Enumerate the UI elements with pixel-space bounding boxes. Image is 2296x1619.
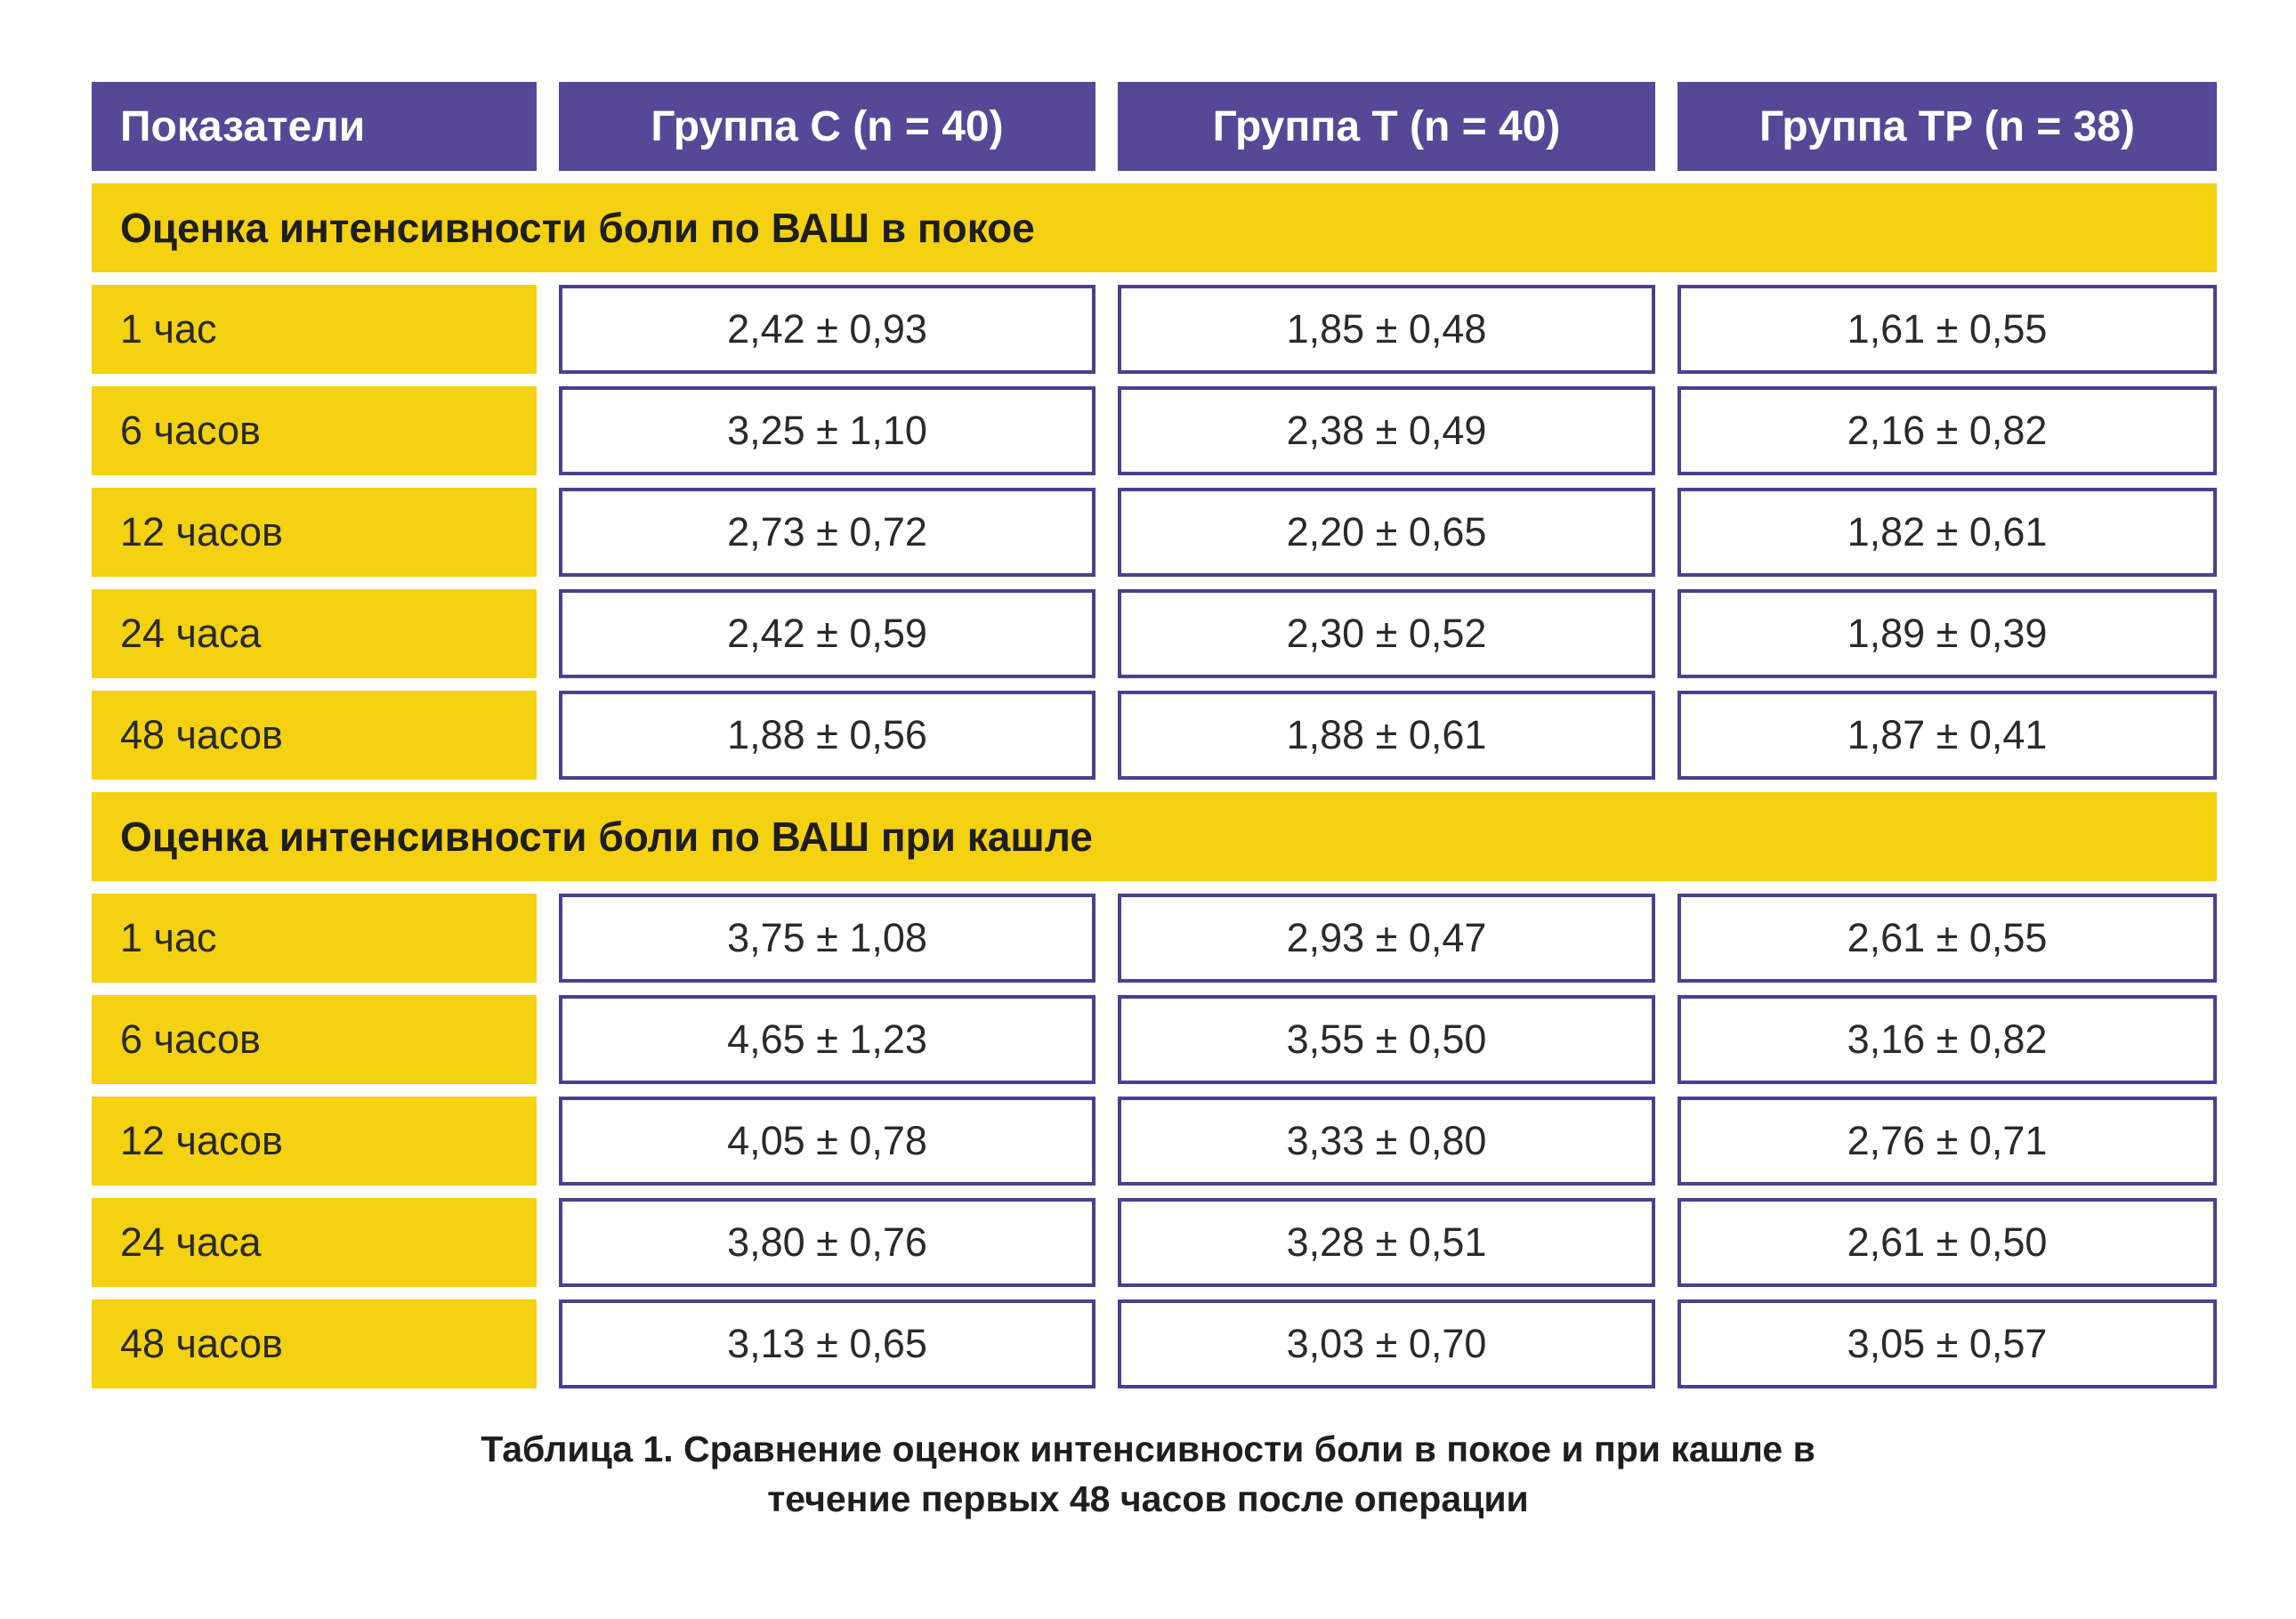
pain-score-table bbox=[92, 82, 2217, 1401]
table-row bbox=[92, 1097, 2217, 1186]
row-label: 12 часов bbox=[92, 488, 537, 577]
row-label: 6 часов bbox=[92, 995, 537, 1084]
row-label: 1 час bbox=[92, 285, 537, 374]
table-row bbox=[92, 285, 2217, 374]
value-group-t: 2,30 ± 0,52 bbox=[1118, 589, 1655, 678]
value-group-t: 2,93 ± 0,47 bbox=[1118, 894, 1655, 983]
section-title-cough: Оценка интенсивности боли по ВАШ при кашле bbox=[92, 792, 2217, 881]
value-group-c: 2,73 ± 0,72 bbox=[559, 488, 1095, 577]
value-group-c: 4,65 ± 1,23 bbox=[559, 995, 1095, 1084]
value-group-c: 1,88 ± 0,56 bbox=[559, 691, 1095, 780]
table-row bbox=[92, 1198, 2217, 1287]
value-group-tp: 1,87 ± 0,41 bbox=[1678, 691, 2217, 780]
value-group-c: 4,05 ± 0,78 bbox=[559, 1097, 1095, 1186]
value-group-tp: 1,61 ± 0,55 bbox=[1678, 285, 2217, 374]
value-group-c: 2,42 ± 0,93 bbox=[559, 285, 1095, 374]
row-label: 24 часа bbox=[92, 1198, 537, 1287]
table-row bbox=[92, 1299, 2217, 1388]
header-group-tp: Группа TP (n = 38) bbox=[1678, 82, 2217, 171]
value-group-t: 2,38 ± 0,49 bbox=[1118, 386, 1655, 475]
value-group-tp: 2,76 ± 0,71 bbox=[1678, 1097, 2217, 1186]
section-title-rest: Оценка интенсивности боли по ВАШ в покое bbox=[92, 183, 2217, 272]
value-group-tp: 1,82 ± 0,61 bbox=[1678, 488, 2217, 577]
value-group-tp: 3,16 ± 0,82 bbox=[1678, 995, 2217, 1084]
value-group-t: 3,03 ± 0,70 bbox=[1118, 1299, 1655, 1388]
value-group-tp: 3,05 ± 0,57 bbox=[1678, 1299, 2217, 1388]
value-group-tp: 1,89 ± 0,39 bbox=[1678, 589, 2217, 678]
value-group-t: 1,85 ± 0,48 bbox=[1118, 285, 1655, 374]
value-group-tp: 2,61 ± 0,50 bbox=[1678, 1198, 2217, 1287]
header-group-t: Группа T (n = 40) bbox=[1118, 82, 1655, 171]
value-group-t: 3,33 ± 0,80 bbox=[1118, 1097, 1655, 1186]
row-label: 12 часов bbox=[92, 1097, 537, 1186]
row-label: 48 часов bbox=[92, 691, 537, 780]
value-group-c: 3,75 ± 1,08 bbox=[559, 894, 1095, 983]
value-group-t: 3,55 ± 0,50 bbox=[1118, 995, 1655, 1084]
caption-line-2: течение первых 48 часов после операции bbox=[767, 1478, 1529, 1519]
table-row bbox=[92, 995, 2217, 1084]
row-label: 48 часов bbox=[92, 1299, 537, 1388]
value-group-tp: 2,16 ± 0,82 bbox=[1678, 386, 2217, 475]
value-group-c: 3,13 ± 0,65 bbox=[559, 1299, 1095, 1388]
table-caption bbox=[267, 1424, 2029, 1524]
table-header-row bbox=[92, 82, 2217, 171]
row-label: 1 час bbox=[92, 894, 537, 983]
value-group-tp: 2,61 ± 0,55 bbox=[1678, 894, 2217, 983]
table-row bbox=[92, 589, 2217, 678]
value-group-c: 3,25 ± 1,10 bbox=[559, 386, 1095, 475]
table-row bbox=[92, 488, 2217, 577]
value-group-t: 2,20 ± 0,65 bbox=[1118, 488, 1655, 577]
header-indicators: Показатели bbox=[92, 82, 537, 171]
caption-line-1: Таблица 1. Сравнение оценок интенсивности боли в покое и при кашле в bbox=[481, 1429, 1815, 1469]
table-row bbox=[92, 894, 2217, 983]
value-group-t: 3,28 ± 0,51 bbox=[1118, 1198, 1655, 1287]
value-group-t: 1,88 ± 0,61 bbox=[1118, 691, 1655, 780]
table-row bbox=[92, 386, 2217, 475]
table-row bbox=[92, 691, 2217, 780]
value-group-c: 3,80 ± 0,76 bbox=[559, 1198, 1095, 1287]
value-group-c: 2,42 ± 0,59 bbox=[559, 589, 1095, 678]
header-group-c: Группа C (n = 40) bbox=[559, 82, 1095, 171]
row-label: 24 часа bbox=[92, 589, 537, 678]
row-label: 6 часов bbox=[92, 386, 537, 475]
